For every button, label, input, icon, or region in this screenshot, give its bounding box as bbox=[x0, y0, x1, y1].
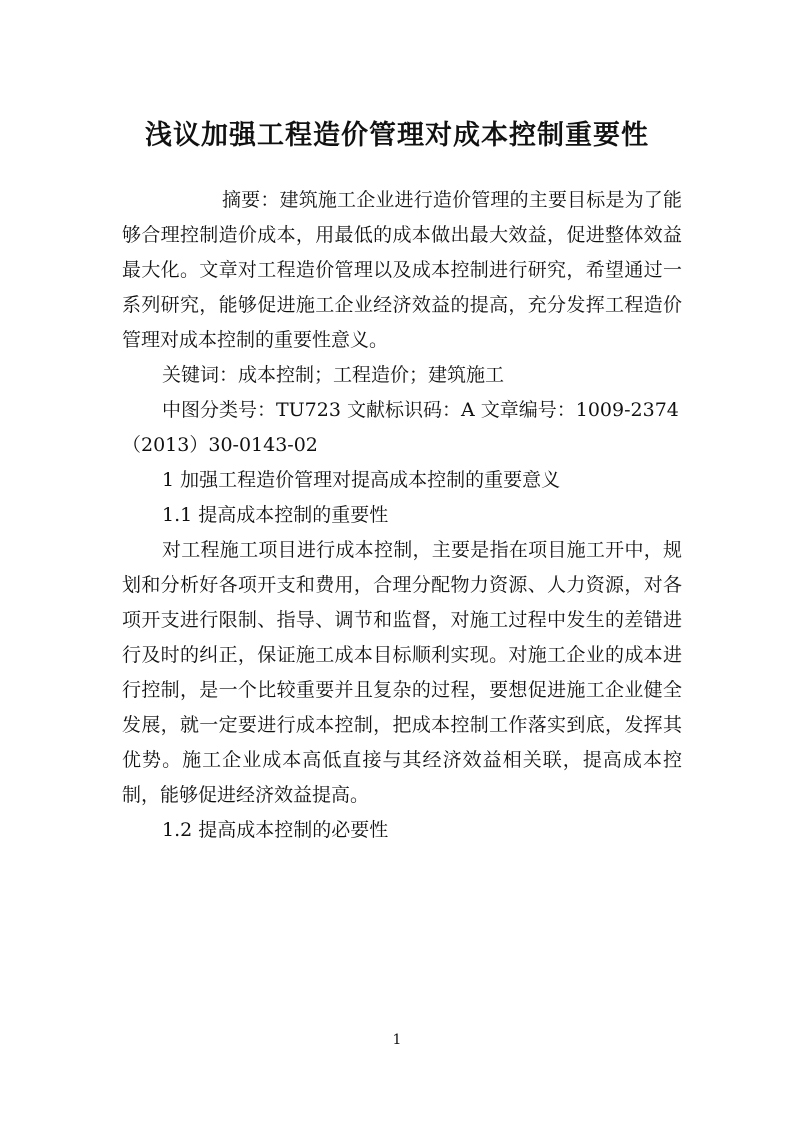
keywords-line: 关键词：成本控制；工程造价；建筑施工 bbox=[162, 364, 505, 386]
article-number-line: （2013）30-0143-02 bbox=[122, 434, 318, 456]
classification-line: 中图分类号：TU723 文献标识码：A 文章编号：1009-2374 bbox=[162, 399, 679, 421]
page-number: 1 bbox=[392, 1032, 402, 1048]
section-1-2-heading: 1.2 提高成本控制的必要性 bbox=[162, 819, 389, 841]
section-1-1-paragraph: 对工程施工项目进行成本控制，主要是指在项目施工开中，规划和分析好各项开支和费用，合理分配物力资源、人力资源，对各项开支进行限制、指导、调节和监督，对施工过程中发生的差错进行及时的纠正，保证施工成本目标顺利实现。对施工企业的成本进行控制，是一个比较重要并且复杂的过程，要想促进施工企业健全发展，就一定要进行成本控制，把成本控制工作落实到底，发挥其优势。施工企业成本高低直接与其经济效益相关联，提高成本控制，能够促进经济效益提高。 bbox=[122, 539, 682, 806]
section-1-1-heading: 1.1 提高成本控制的重要性 bbox=[162, 504, 389, 526]
document-title: 浅议加强工程造价管理对成本控制重要性 bbox=[145, 120, 649, 152]
abstract-paragraph: 摘要：建筑施工企业进行造价管理的主要目标是为了能够合理控制造价成本，用最低的成本做出最大效益，促进整体效益最大化。文章对工程造价管理以及成本控制进行研究，希望通过一系列研究，能够促进施工企业经济效益的提高，充分发挥工程造价管理对成本控制的重要性意义。 bbox=[122, 189, 682, 351]
document-body bbox=[122, 183, 682, 848]
section-1-heading: 1 加强工程造价管理对提高成本控制的重要意义 bbox=[162, 469, 561, 491]
